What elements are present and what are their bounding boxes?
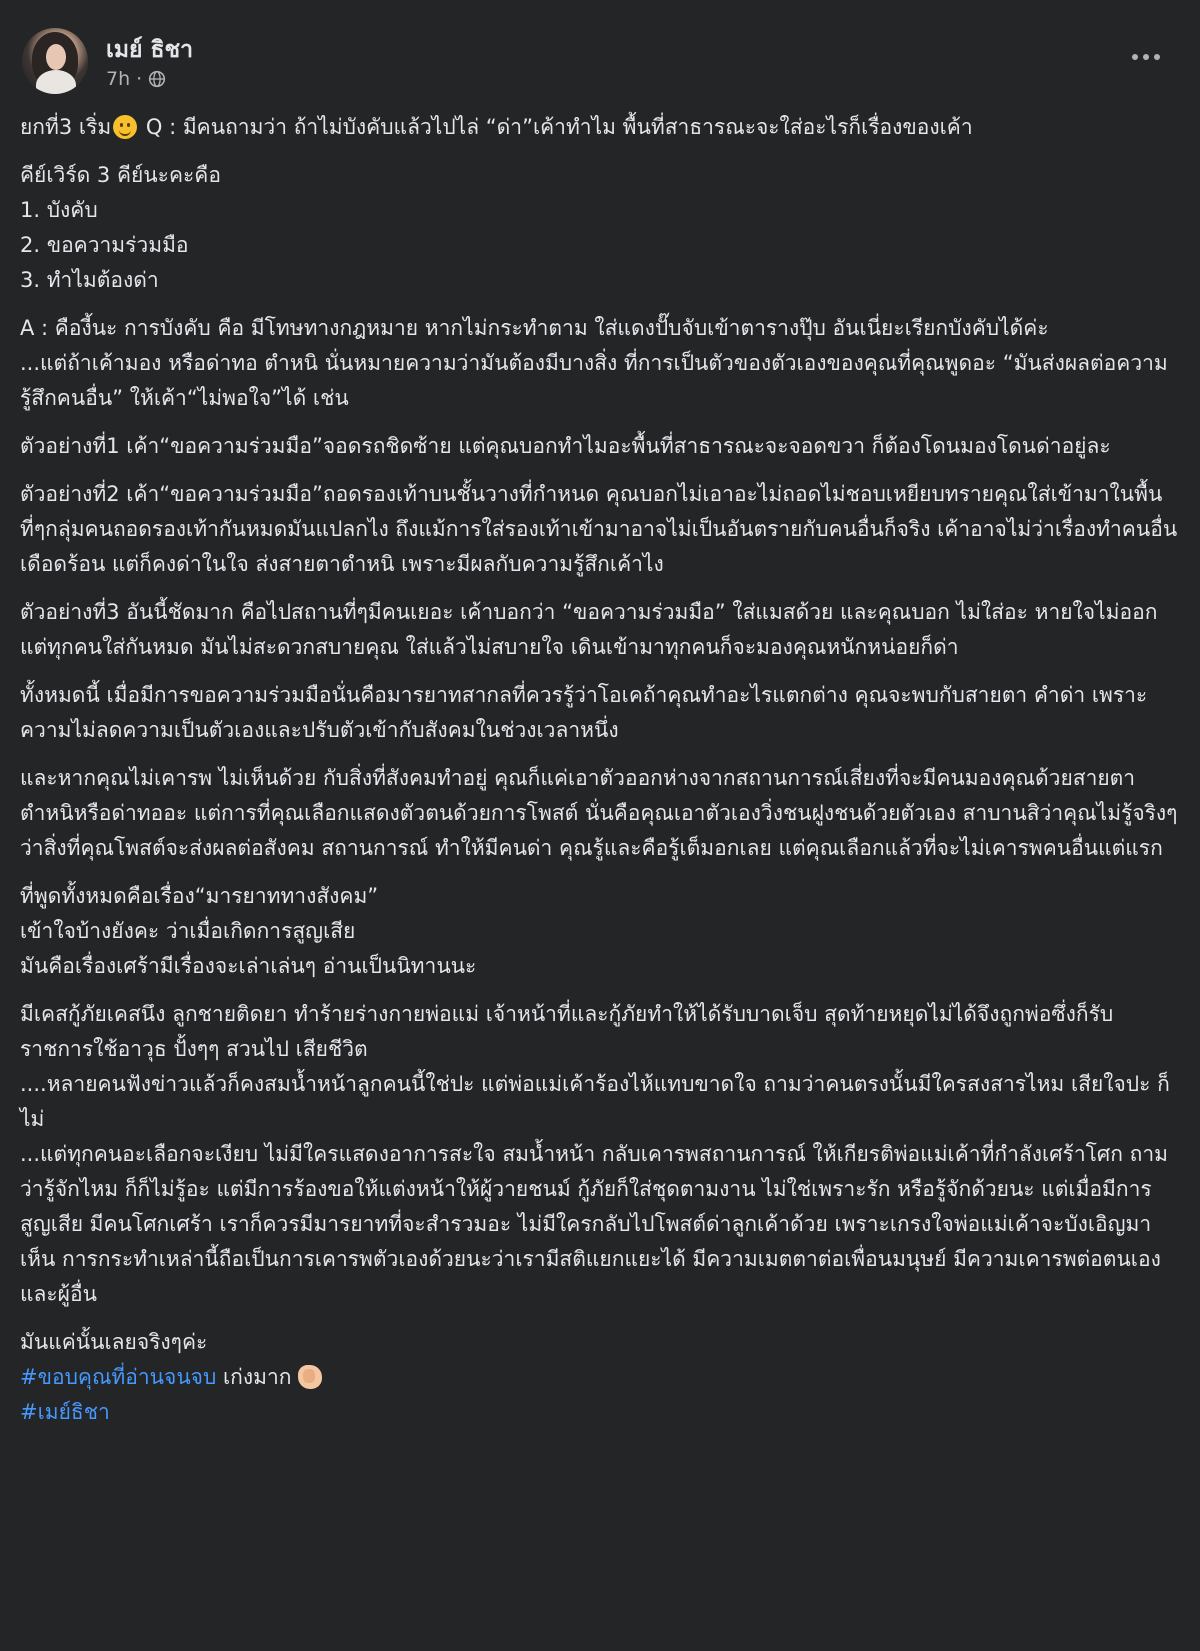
hashtag-link[interactable]: #ขอบคุณที่อ่านจนจบ [20, 1365, 217, 1389]
example-3: ตัวอย่างที่3 อันนี้ชัดมาก คือไปสถานที่ๆมีคนเยอะ เค้าบอกว่า “ขอความร่วมมือ” ใส่แมสด้วย และคุณบอก ไม่ใส่อะ หายใจไม่ออกแต่ทุกคนใส่กันหมด มันไม่สะดวกสบายคุณ ใส่แล้วไม่สบายใจ เดินเข้ามาทุกคนก็จะมองคุณหนักหน่อยก็ด่า [20, 600, 1158, 659]
keywords-heading: คีย์เวิร์ด 3 คีย์นะคะคือ [20, 163, 221, 187]
story-paragraph: ....หลายคนฟังข่าวแล้วก็คงสมน้ำหน้าลูกคนนี้ใช่ปะ แต่พ่อแม่เค้าร้องไห้แทบขาดใจ ถามว่าคนตรงนั้นมีใครสงสารไหม เสียใจปะ ก็ไม่ [20, 1072, 1170, 1131]
hashtag-link[interactable]: #เมย์ธิชา [20, 1400, 110, 1424]
answer-block [20, 311, 1180, 416]
smiling-face-icon [113, 115, 137, 139]
clapping-hands-icon [298, 1365, 322, 1389]
ending-block [20, 1325, 1180, 1430]
avatar-face [46, 44, 66, 70]
more-horizontal-icon [1131, 53, 1161, 61]
closing-line: มันคือเรื่องเศร้ามีเรื่องจะเล่าเล่นๆ อ่านเป็นนิทานนะ [20, 954, 477, 978]
keyword-item: 3. ทำไมต้องด่า [20, 268, 159, 292]
answer-paragraph: ...แต่ถ้าเค้ามอง หรือด่าทอ ตำหนิ นั่นหมายความว่ามันต้องมีบางสิ่ง ที่การเป็นตัวของตัวเองของคุณที่คุณพูดอะ “มันส่งผลต่อความรู้สึกคนอื่น” ให้เค้า“ไม่พอใจ”ได้ เช่น [20, 351, 1168, 410]
post-header [22, 26, 1172, 102]
answer-paragraph: A : คืองี้นะ การบังคับ คือ มีโทษทางกฎหมาย หากไม่กระทำตาม ใส่แดงปั๊บจับเข้าตารางปุ๊บ อันเนี่ยะเรียกบังคับได้ค่ะ [20, 316, 1049, 340]
closing-block [20, 879, 1180, 984]
intro-text-end: Q : มีคนถามว่า ถ้าไม่บังคับแล้วไปไล่ “ด่า”เค้าทำไม พื้นที่สาธารณะจะใส่อะไรก็เรื่องของเค้า [139, 115, 973, 139]
hashtag-line-1 [20, 1360, 1180, 1395]
author-name[interactable]: เมย์ ธิชา [106, 37, 194, 63]
hashtag-suffix: เก่งมาก [216, 1365, 292, 1389]
summary-2: และหากคุณไม่เคารพ ไม่เห็นด้วย กับสิ่งที่สังคมทำอยู่ คุณก็แค่เอาตัวออกห่างจากสถานการณ์เสี่ยงที่จะมีคนมองคุณด้วยสายตาตำหนิหรือด่าทออะ แต่การที่คุณเลือกแสดงตัวตนด้วยการโพสต์ นั่นคือคุณเอาตัวเองวิ่งชนฝูงชนด้วยตัวเอง สาบานสิว่าคุณไม่รู้จริงๆว่าสิ่งที่คุณโพสต์จะส่งผลต่อสังคม สถานการณ์ ทำให้มีคนด่า คุณรู้และคือรู้เต็มอกเลย แต่คุณเลือกแล้วที่จะไม่เคารพคนอื่นแต่แรก [20, 766, 1178, 860]
more-options-button[interactable] [1124, 40, 1168, 74]
closing-line: เข้าใจบ้างยังคะ ว่าเมื่อเกิดการสูญเสีย [20, 919, 356, 943]
avatar[interactable] [22, 28, 88, 94]
example-2: ตัวอย่างที่2 เค้า“ขอความร่วมมือ”ถอดรองเท้าบนชั้นวางที่กำหนด คุณบอกไม่เอาอะไม่ถอดไม่ชอบเหยียบทรายคุณใส่เข้ามาในพื้นที่ๆกลุ่มคนถอดรองเท้ากันหมดมันแปลกไง ถึงแม้การใส่รองเท้าเข้ามาอาจไม่เป็นอันตรายกับคนอื่นก็จริง เค้าอาจไม่ว่าเรื่องทำคนอื่นเดือดร้อน แต่ก็คงด่าในใจ ส่งสายตาตำหนิ เพราะมีผลกับความรู้สึกเค้าไง [20, 482, 1178, 576]
ending-text: มันแค่นั้นเลยจริงๆค่ะ [20, 1330, 208, 1354]
globe-icon[interactable] [148, 70, 166, 88]
example-1: ตัวอย่างที่1 เค้า“ขอความร่วมมือ”จอดรถชิดซ้าย แต่คุณบอกทำไมอะพื้นที่สาธารณะจะจอดขวา ก็ต้องโดนมองโดนด่าอยู่ละ [20, 434, 1111, 458]
hashtag-line-2 [20, 1395, 1180, 1430]
keyword-item: 1. บังคับ [20, 198, 98, 222]
avatar-body [36, 70, 76, 94]
summary-1: ทั้งหมดนี้ เมื่อมีการขอความร่วมมือนั่นคือมารยาทสากลที่ควรรู้ว่าโอเคถ้าคุณทำอะไรแตกต่าง คุณจะพบกับสายตา คำด่า เพราะความไม่ลดความเป็นตัวเองและปรับตัวเข้ากับสังคมในช่วงเวลาหนึ่ง [20, 683, 1148, 742]
post-time[interactable]: 7h [106, 68, 131, 90]
story-paragraph: มีเคสกู้ภัยเคสนึง ลูกชายติดยา ทำร้ายร่างกายพ่อแม่ เจ้าหน้าที่และกู้ภัยทำให้ได้รับบาดเจ็บ สุดท้ายหยุดไม่ได้จึงถูกพ่อซึ่งก็รับราชการใช้อาวุธ ปั้งๆๆ สวนไป เสียชีวิต [20, 1002, 1114, 1061]
story-paragraph: ...แต่ทุกคนอะเลือกจะเงียบ ไม่มีใครแสดงอาการสะใจ สมน้ำหน้า กลับเคารพสถานการณ์ ให้เกียรติพ่อแม่เค้าที่กำลังเศร้าโศก ถามว่ารู้จักไหม ก็ก็ไม่รู้อะ แต่มีการร้องขอให้แต่งหน้าให้ผู้วายชนม์ กู้ภัยก็ใส่ชุดตามงาน ไม่ใช่เพราะรัก หรือรู้จักด้วยนะ แต่เมื่อมีการสูญเสีย มีคนโศกเศร้า เราก็ควรมีมารยาทที่จะสำรวมอะ ไม่มีใครกลับไปโพสต์ด่าลูกเค้าด้วย เพราะเกรงใจพ่อแม่เค้าจะบังเอิญมาเห็น การกระทำเหล่านี้ถือเป็นการเคารพตัวเองด้วยนะว่าเรามีสติแยกแยะได้ มีความเมตตาต่อเพื่อนมนุษย์ มีความเคารพต่อตนเองและผู้อื่น [20, 1142, 1168, 1306]
intro-text-start: ยกที่3 เริ่ม [20, 115, 112, 139]
keyword-item: 2. ขอความร่วมมือ [20, 233, 189, 257]
closing-line: ที่พูดทั้งหมดคือเรื่อง“มารยาททางสังคม” [20, 884, 379, 908]
post-body [20, 110, 1180, 1443]
intro-question [20, 110, 1180, 145]
post-meta [106, 68, 166, 90]
meta-separator: · [136, 68, 143, 90]
story-block [20, 997, 1180, 1312]
keywords-block [20, 158, 1180, 298]
